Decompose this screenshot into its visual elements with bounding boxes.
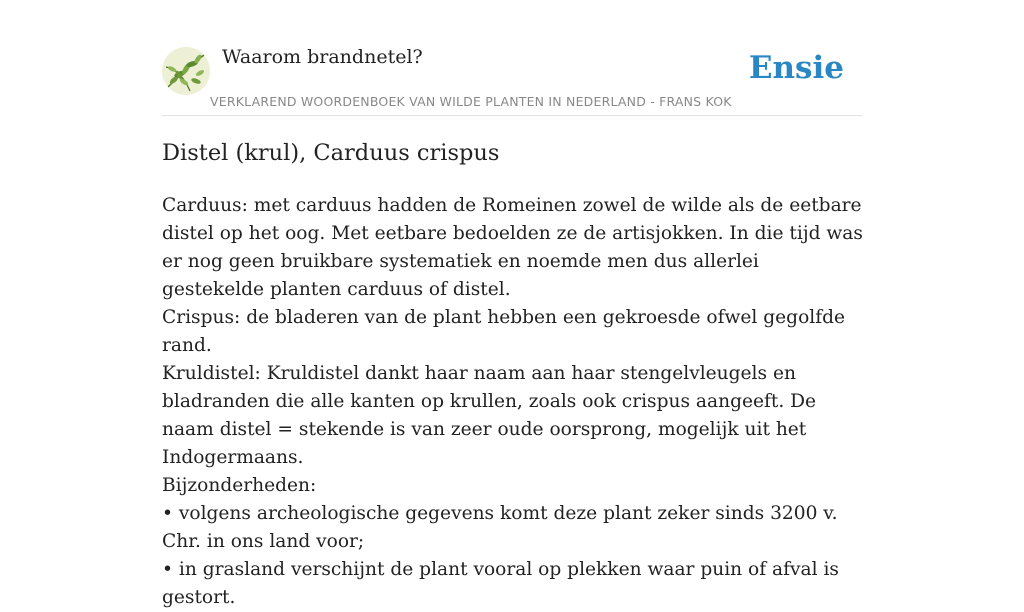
book-title-link[interactable]: Waarom brandnetel?	[222, 46, 423, 68]
entry-list-item: • volgens archeologische gegevens komt deze plant zeker sinds 3200 v. Chr. in ons land voor;	[162, 503, 838, 552]
fern-leaves-icon[interactable]	[162, 47, 210, 95]
entry-body	[162, 192, 864, 612]
entry-paragraph: Crispus: de bladeren van de plant hebben een gekroesde ofwel gegolfde rand.	[162, 307, 845, 356]
entry-header	[162, 44, 862, 116]
dictionary-subtitle: VERKLAREND WOORDENBOEK VAN WILDE PLANTEN IN NEDERLAND - FRANS KOK	[210, 94, 732, 109]
entry-title: Distel (krul), Carduus crispus	[162, 140, 500, 166]
header-divider	[162, 115, 862, 116]
entry-paragraph: Bijzonderheden:	[162, 475, 317, 496]
entry-paragraph: Kruldistel: Kruldistel dankt haar naam aan haar stengelvleugels en bladranden die alle kanten op krullen, zoals ook crispus aangeeft. De naam distel = stekende is van zeer oude oorsprong, mogelijk uit het Indogermaans.	[162, 363, 817, 468]
ensie-logo[interactable]: Ensie	[748, 50, 844, 86]
entry-paragraph: Carduus: met carduus hadden de Romeinen zowel de wilde als de eetbare distel op het oog. Met eetbare bedoelden ze de artisjokken. In die tijd was er nog geen bruikbare systematiek en noemde men dus allerlei gestekelde planten carduus of distel.	[162, 195, 863, 300]
entry-list-item: • in grasland verschijnt de plant vooral op plekken waar puin of afval is gestort.	[162, 559, 839, 608]
